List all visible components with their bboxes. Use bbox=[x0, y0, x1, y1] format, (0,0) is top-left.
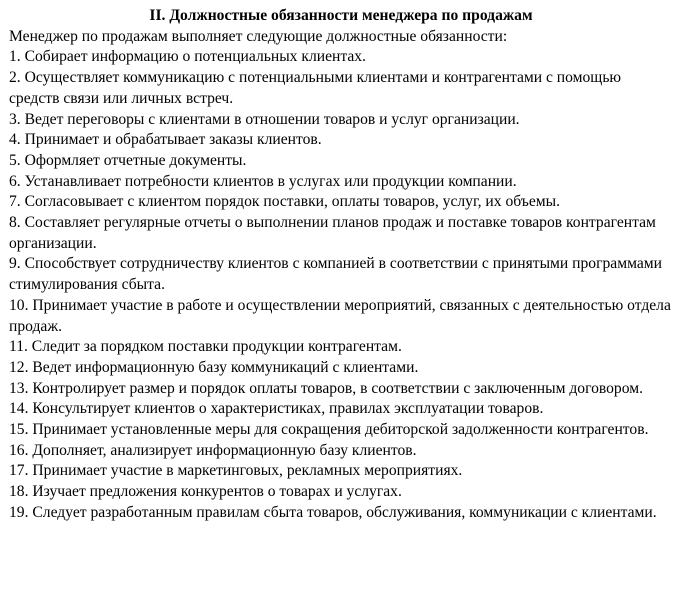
list-item: 13. Контролирует размер и порядок оплаты товаров, в соответствии с заключенным договором. bbox=[9, 379, 643, 397]
section-title: II. Должностные обязанности менеджера по продажам bbox=[149, 7, 533, 24]
list-item: 18. Изучает предложения конкурентов о товарах и услугах. bbox=[9, 483, 402, 501]
duties-list bbox=[9, 47, 673, 523]
list-item: 14. Консультирует клиентов о характеристиках, правилах эксплуатации товаров. bbox=[9, 400, 544, 418]
document-page bbox=[9, 6, 673, 524]
list-item: 12. Ведет информационную базу коммуникаций с клиентами. bbox=[9, 358, 419, 376]
list-item: 7. Согласовывает с клиентом порядок поставки, оплаты товаров, услуг, их объемы. bbox=[9, 193, 561, 211]
list-item: 4. Принимает и обрабатывает заказы клиентов. bbox=[9, 131, 322, 149]
list-item: 10. Принимает участие в работе и осуществлении мероприятий, связанных с деятельностью отдела продаж. bbox=[9, 296, 671, 335]
list-item: 19. Следует разработанным правилам сбыта товаров, обслуживания, коммуникации с клиентами. bbox=[9, 503, 657, 521]
list-item: 17. Принимает участие в маркетинговых, рекламных мероприятиях. bbox=[9, 462, 463, 480]
list-item: 9. Способствует сотрудничеству клиентов с компанией в соответствии с принятыми программами стимулирования сбыта. bbox=[9, 255, 662, 294]
list-item: 16. Дополняет, анализирует информационную базу клиентов. bbox=[9, 441, 417, 459]
list-item: 3. Ведет переговоры с клиентами в отношении товаров и услуг организации. bbox=[9, 110, 520, 128]
list-item: 1. Собирает информацию о потенциальных клиентах. bbox=[9, 48, 366, 66]
list-item: 5. Оформляет отчетные документы. bbox=[9, 151, 247, 169]
list-item: 2. Осуществляет коммуникацию с потенциальными клиентами и контрагентами с помощью средств связи или личных встреч. bbox=[9, 69, 622, 107]
list-item: 15. Принимает установленные меры для сокращения дебиторской задолженности контрагентов. bbox=[9, 421, 649, 439]
list-item: 6. Устанавливает потребности клиентов в услугах или продукции компании. bbox=[9, 172, 517, 190]
intro-text: Менеджер по продажам выполняет следующие должностные обязанности: bbox=[9, 27, 508, 45]
list-item: 8. Составляет регулярные отчеты о выполнении планов продаж и поставке товаров контрагентам организации. bbox=[9, 214, 656, 252]
list-item: 11. Следит за порядком поставки продукции контрагентам. bbox=[9, 338, 402, 356]
